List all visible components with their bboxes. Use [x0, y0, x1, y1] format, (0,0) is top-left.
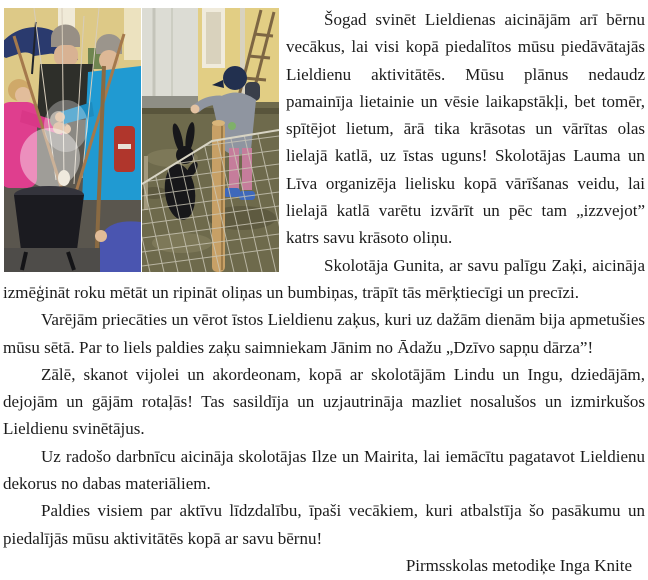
paragraph-intro: Šogad svinēt Lieldienas aicinājām arī bērnu vecākus, lai visi kopā piedalītos mūsu piedāvātajās Lieldienu aktivitātēs. Mūsu plānus nedaudz pamainīja lietainie un vēsie laikapstākļi, bet tomēr, spītējot lietum, ārā tika krāsotas un vārītas olas lielajā katlā, uz īstas uguns! Skolotājas Lauma un Līva organizēja lielisku kopā vārīšanas veidu, lai lielajā katlā varētu izvārīt un pēc tam „izzvejot” katrs savu krāsoto oliņu.: [286, 10, 645, 248]
paragraph-thanks: Paldies visiem par aktīvu līdzdalību, īpaši vecākiem, kuri atbalstīja šo pasākumu un piedalījās mūsu aktivitātēs kopā ar savu bērnu!: [3, 501, 645, 548]
photo-strip: [4, 8, 279, 272]
paragraph-egg-games: Skolotāja Gunita, ar savu palīgu Zaķi, aicināja izmēģināt roku mētāt un ripināt oliņas un bumbiņas, trāpīt tās mērķtiecīgi un precīzi.: [3, 255, 645, 302]
paragraph-music: Zālē, skanot vijolei un akordeonam, kopā ar skolotājām Lindu un Ingu, dziedājām, dejojām un gājām rotaļās! Tas sasildīja un uzjautrināja mazliet nosalušos un izmirkušos Lieldienu svinētājus.: [3, 364, 645, 439]
egg-boiling-illustration: [4, 8, 141, 272]
rabbit-feeding-illustration: [142, 8, 279, 272]
signature: Pirmsskolas metodiķe Inga Knite: [405, 555, 632, 575]
paragraph-workshop: Uz radošo darbnīcu aicināja skolotājas Ilze un Mairita, lai iemācītu pagatavot Lieldienu dekorus no dabas materiāliem.: [3, 446, 645, 494]
photo-rabbit-feeding: [142, 8, 279, 272]
photo-egg-boiling: [4, 8, 141, 272]
paragraph-rabbits: Varējām priecāties un vērot īstos Lieldienu zaķus, kuri uz dažām dienām bija apmetušies mūsu sētā. Par to liels paldies zaķu saimniekam Jānim no Ādažu „Dzīvo sapņu dārza”!: [3, 310, 645, 357]
